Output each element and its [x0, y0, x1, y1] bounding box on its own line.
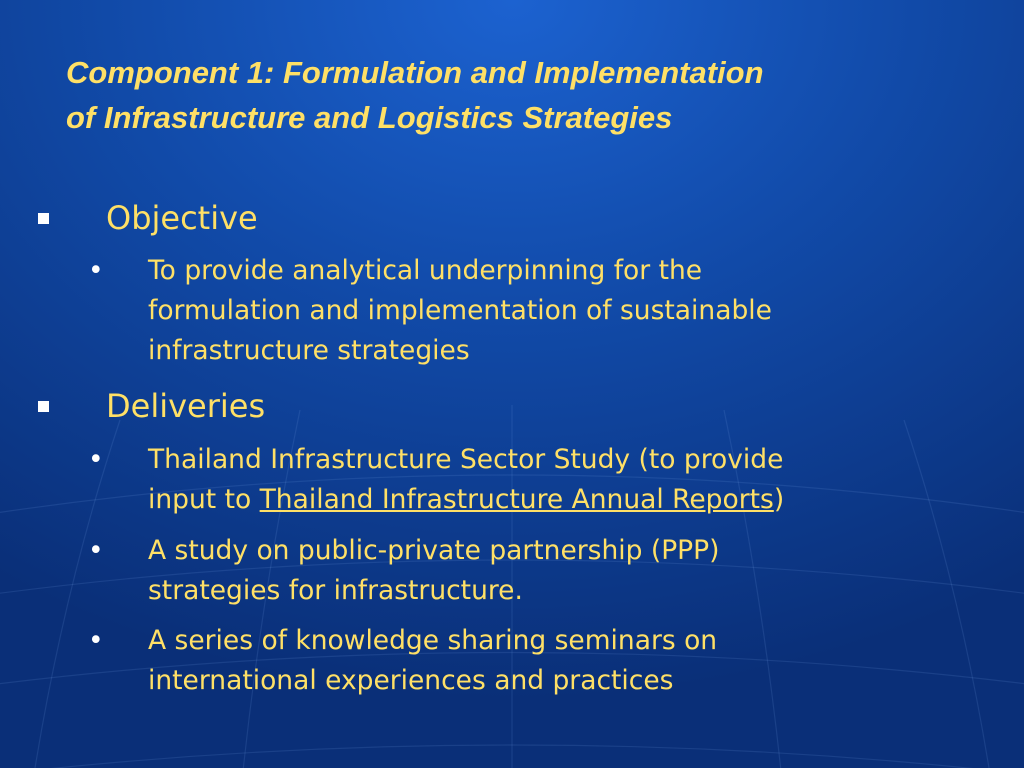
square-bullet-icon [38, 213, 49, 224]
slide-title [66, 50, 1006, 140]
round-bullet-icon: • [88, 535, 104, 566]
round-bullet-icon: • [88, 255, 104, 286]
list-item-text: A series of knowledge sharing seminars on international experiences and practices [148, 625, 718, 696]
square-bullet-icon [38, 401, 49, 412]
heading-label: Objective [106, 199, 258, 237]
round-bullet-icon: • [88, 625, 104, 656]
heading-label: Deliveries [106, 387, 266, 425]
annual-reports-link[interactable]: Thailand Infrastructure Annual Reports [259, 484, 774, 515]
round-bullet-icon: • [88, 444, 104, 475]
title-line-2: of Infrastructure and Logistics Strategies [66, 100, 673, 135]
list-item-text: To provide analytical underpinning for the formulation and implementation of sustainable infrastructure strategies [148, 255, 772, 366]
title-line-1: Component 1: Formulation and Implementation [66, 55, 764, 90]
list-item-text: Thailand Infrastructure Sector Study (to provide input to Thailand Infrastructure Annual Reports) [148, 444, 785, 515]
list-item-text: A study on public-private partnership (PPP) strategies for infrastructure. [148, 535, 720, 606]
